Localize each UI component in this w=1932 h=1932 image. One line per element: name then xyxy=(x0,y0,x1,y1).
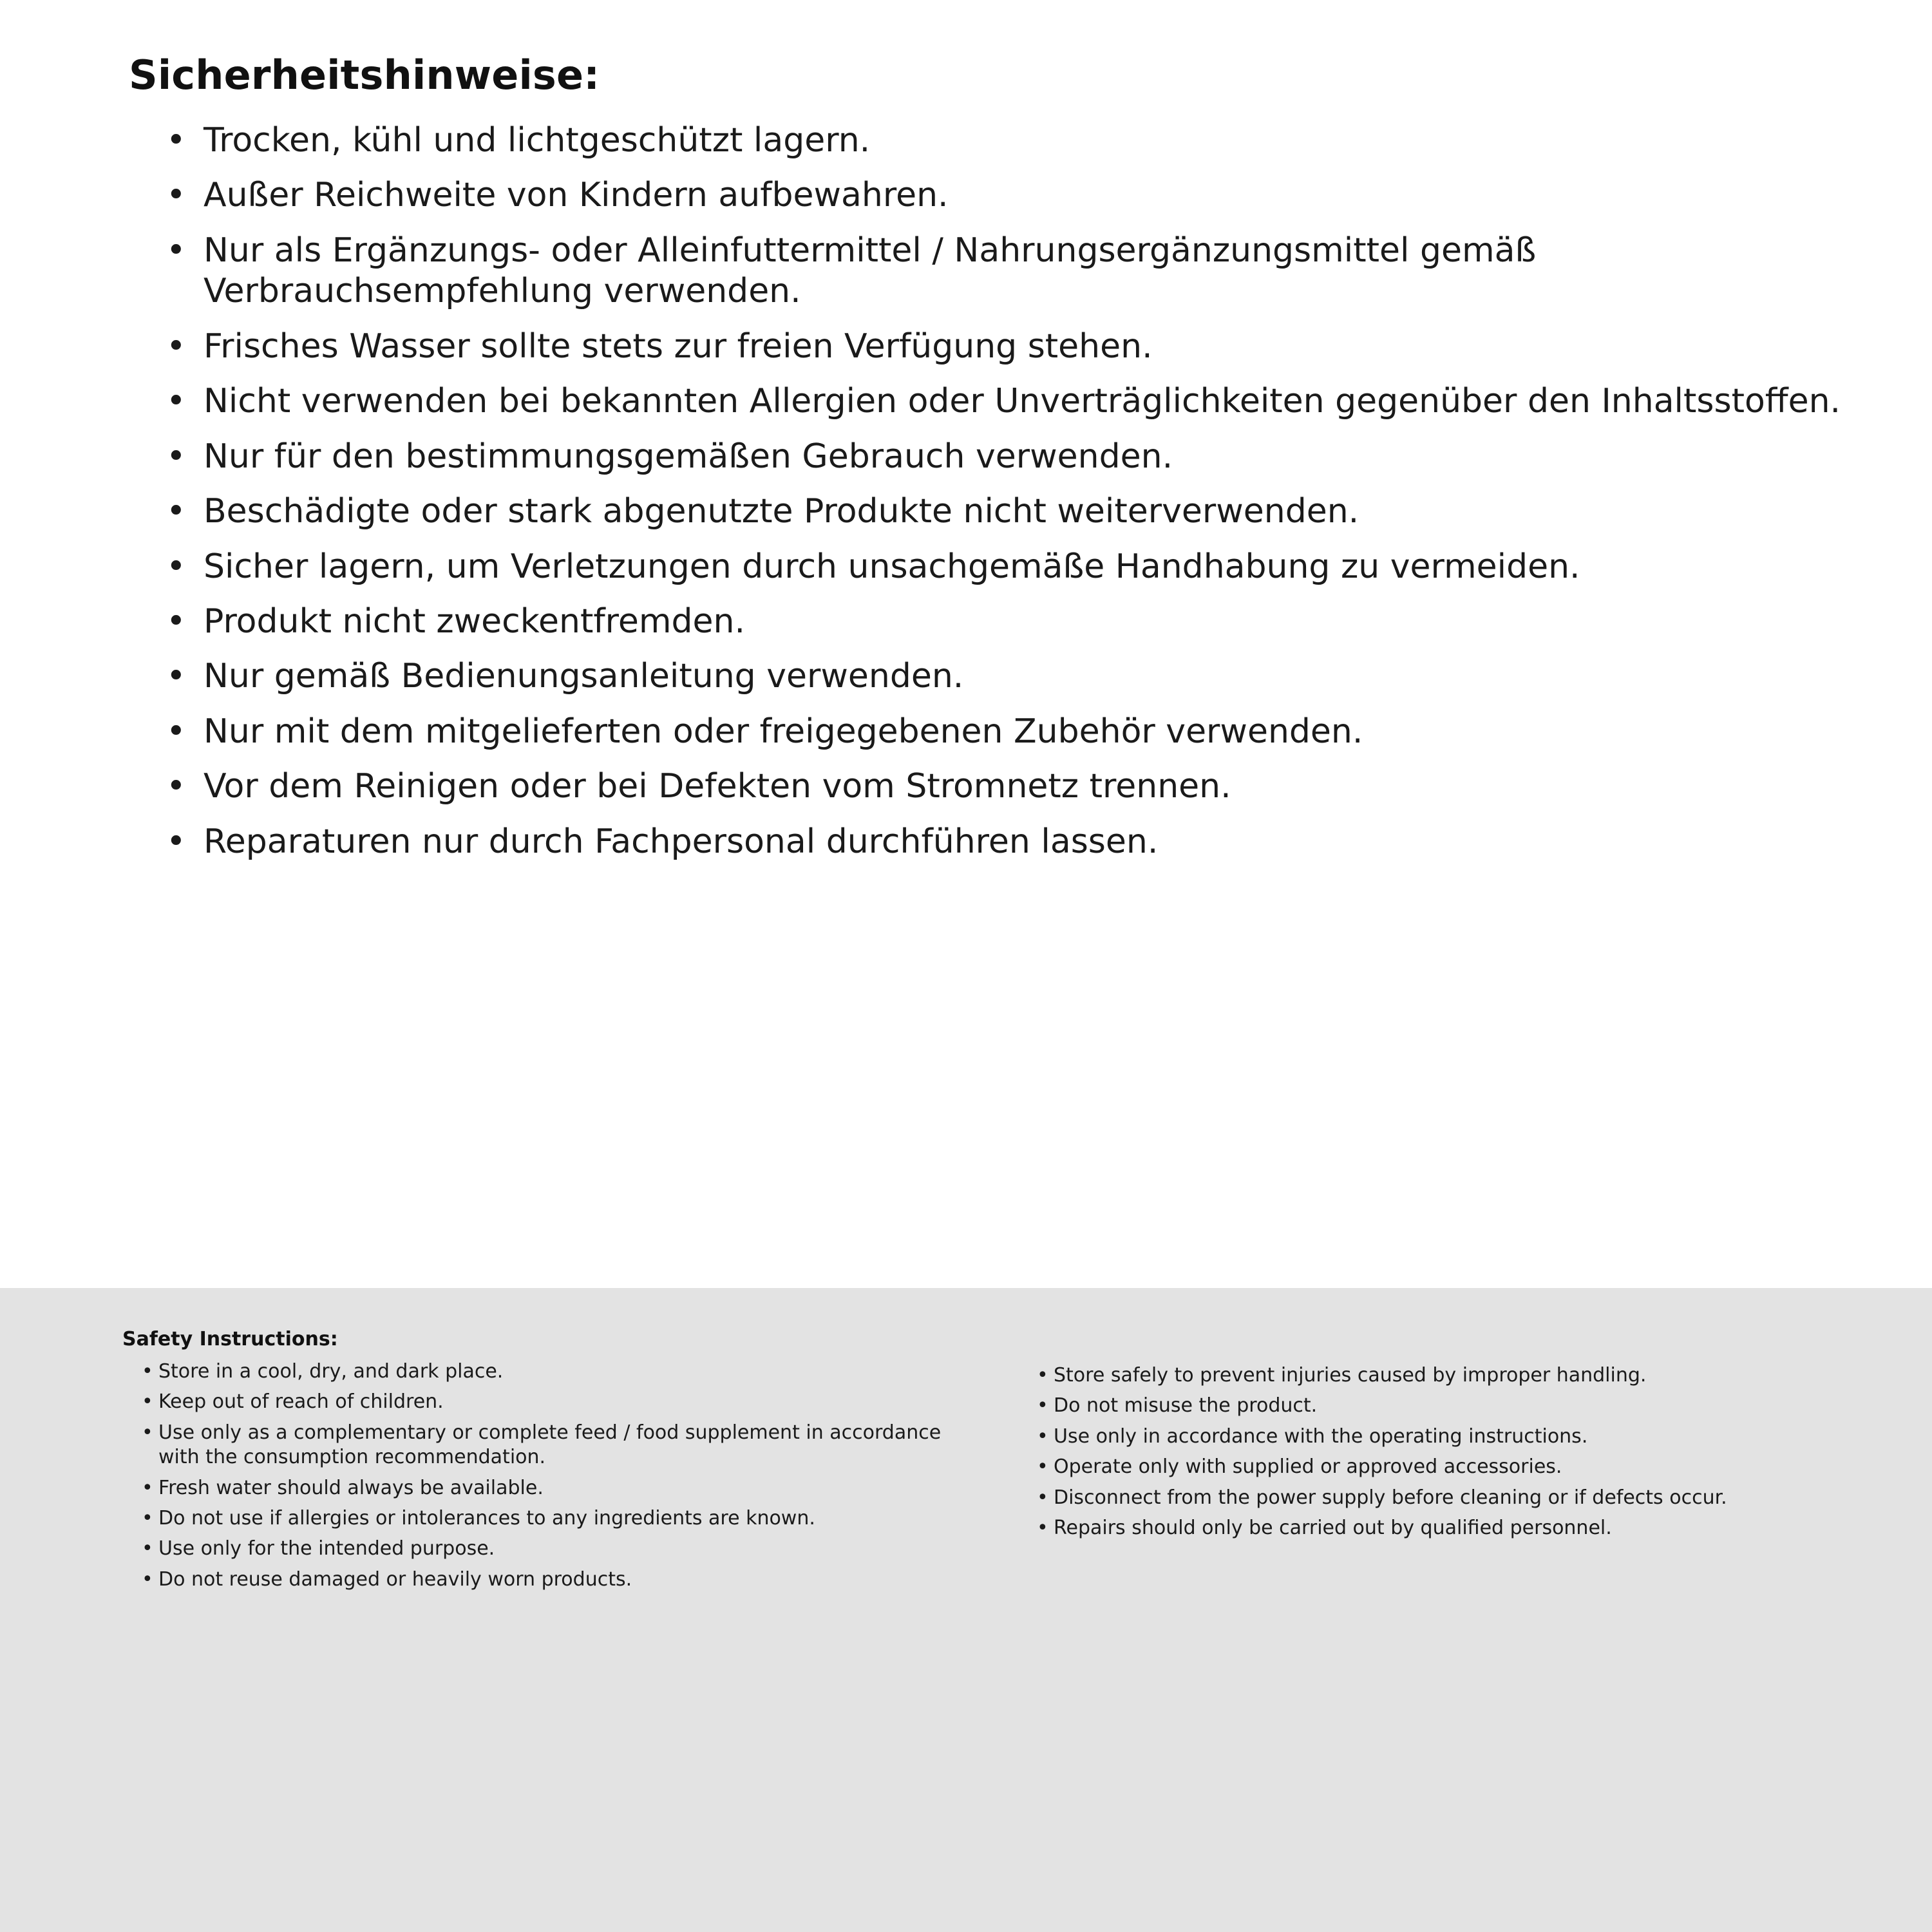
bullet-icon: • xyxy=(166,601,186,641)
list-item-text: Reparaturen nur durch Fachpersonal durchführen lassen. xyxy=(204,822,1159,861)
bullet-icon: • xyxy=(166,327,186,366)
list-item xyxy=(166,822,1855,862)
bullet-icon: • xyxy=(1037,1364,1048,1387)
bullet-icon: • xyxy=(166,121,186,160)
list-item-text: Do not use if allergies or intolerances to any ingredients are known. xyxy=(158,1506,815,1530)
list-item xyxy=(166,601,1855,642)
list-item xyxy=(1037,1394,1842,1418)
bullet-icon: • xyxy=(142,1421,153,1444)
bullet-icon: • xyxy=(1037,1486,1048,1509)
list-item xyxy=(166,231,1855,312)
list-item xyxy=(1037,1455,1842,1479)
list-item-text: Fresh water should always be available. xyxy=(158,1476,544,1499)
bullet-icon: • xyxy=(166,231,186,270)
german-heading: Sicherheitshinweise: xyxy=(129,52,600,99)
list-item xyxy=(166,381,1855,422)
english-heading: Safety Instructions: xyxy=(122,1328,338,1350)
list-item xyxy=(1037,1363,1842,1388)
list-item xyxy=(166,491,1855,532)
list-item-text: Beschädigte oder stark abgenutzte Produkte nicht weiterverwenden. xyxy=(204,492,1359,531)
bullet-icon: • xyxy=(166,437,186,476)
list-item-text: Nur für den bestimmungsgemäßen Gebrauch verwenden. xyxy=(204,437,1173,476)
list-item xyxy=(166,437,1855,477)
list-item-text: Außer Reichweite von Kindern aufbewahren. xyxy=(204,176,949,215)
bullet-icon: • xyxy=(1037,1425,1048,1448)
list-item-text: Frisches Wasser sollte stets zur freien Verfügung stehen. xyxy=(204,327,1153,366)
list-item-text: Disconnect from the power supply before cleaning or if defects occur. xyxy=(1054,1486,1727,1509)
list-item-text: Nur mit dem mitgelieferten oder freigegebenen Zubehör verwenden. xyxy=(204,712,1363,751)
list-item-text: Store in a cool, dry, and dark place. xyxy=(158,1360,504,1383)
bullet-icon: • xyxy=(166,712,186,751)
bullet-icon: • xyxy=(142,1476,153,1499)
english-safety-list-left xyxy=(122,1359,947,1592)
list-item-text: Keep out of reach of children. xyxy=(158,1390,444,1414)
english-columns xyxy=(122,1359,1861,1598)
list-item-text: Repairs should only be carried out by qualified personnel. xyxy=(1054,1516,1612,1539)
list-item-text: Nicht verwenden bei bekannten Allergien oder Unverträglichkeiten gegenüber den Inhaltsstoffen. xyxy=(204,382,1841,421)
bullet-icon: • xyxy=(142,1360,153,1383)
bullet-icon: • xyxy=(166,492,186,531)
list-item xyxy=(1037,1486,1842,1510)
english-safety-section xyxy=(0,1288,1932,1932)
bullet-icon: • xyxy=(166,767,186,806)
list-item xyxy=(142,1476,947,1501)
list-item-text: Nur gemäß Bedienungsanleitung verwenden. xyxy=(204,657,964,696)
bullet-icon: • xyxy=(166,822,186,861)
bullet-icon: • xyxy=(166,382,186,421)
list-item xyxy=(166,656,1855,697)
list-item xyxy=(142,1359,947,1384)
list-item xyxy=(166,327,1855,367)
list-item xyxy=(166,175,1855,216)
english-column-right xyxy=(1018,1359,1842,1546)
english-safety-list-right xyxy=(1018,1363,1842,1540)
list-item-text: Produkt nicht zweckentfremden. xyxy=(204,601,746,641)
english-column-left xyxy=(122,1359,947,1598)
list-item xyxy=(142,1506,947,1531)
list-item-text: Do not reuse damaged or heavily worn products. xyxy=(158,1567,632,1591)
list-item xyxy=(142,1421,947,1470)
bullet-icon: • xyxy=(142,1537,153,1560)
list-item xyxy=(166,712,1855,752)
bullet-icon: • xyxy=(166,657,186,696)
bullet-icon: • xyxy=(166,547,186,586)
list-item-text: Use only for the intended purpose. xyxy=(158,1537,495,1560)
german-safety-list xyxy=(129,120,1855,862)
list-item xyxy=(142,1390,947,1414)
list-item xyxy=(1037,1425,1842,1449)
list-item xyxy=(142,1567,947,1592)
bullet-icon: • xyxy=(1037,1394,1048,1417)
list-item-text: Nur als Ergänzungs- oder Alleinfuttermittel / Nahrungsergänzungsmittel gemäß Verbrauchsempfehlung verwenden. xyxy=(204,231,1537,311)
list-item-text: Use only as a complementary or complete feed / food supplement in accordance with the consumption recommendation. xyxy=(158,1421,942,1469)
list-item-text: Trocken, kühl und lichtgeschützt lagern. xyxy=(204,121,871,160)
list-item xyxy=(1037,1516,1842,1540)
list-item-text: Store safely to prevent injuries caused by improper handling. xyxy=(1054,1364,1647,1387)
bullet-icon: • xyxy=(166,176,186,215)
bullet-icon: • xyxy=(142,1567,153,1591)
bullet-icon: • xyxy=(1037,1516,1048,1539)
list-item xyxy=(166,547,1855,587)
bullet-icon: • xyxy=(1037,1455,1048,1479)
list-item xyxy=(142,1537,947,1561)
list-item xyxy=(166,766,1855,807)
list-item-text: Operate only with supplied or approved accessories. xyxy=(1054,1455,1562,1479)
list-item-text: Use only in accordance with the operating instructions. xyxy=(1054,1425,1588,1448)
bullet-icon: • xyxy=(142,1506,153,1530)
list-item-text: Do not misuse the product. xyxy=(1054,1394,1318,1417)
bullet-icon: • xyxy=(142,1390,153,1414)
list-item-text: Sicher lagern, um Verletzungen durch unsachgemäße Handhabung zu vermeiden. xyxy=(204,547,1580,586)
list-item xyxy=(166,120,1855,161)
list-item-text: Vor dem Reinigen oder bei Defekten vom Stromnetz trennen. xyxy=(204,767,1231,806)
